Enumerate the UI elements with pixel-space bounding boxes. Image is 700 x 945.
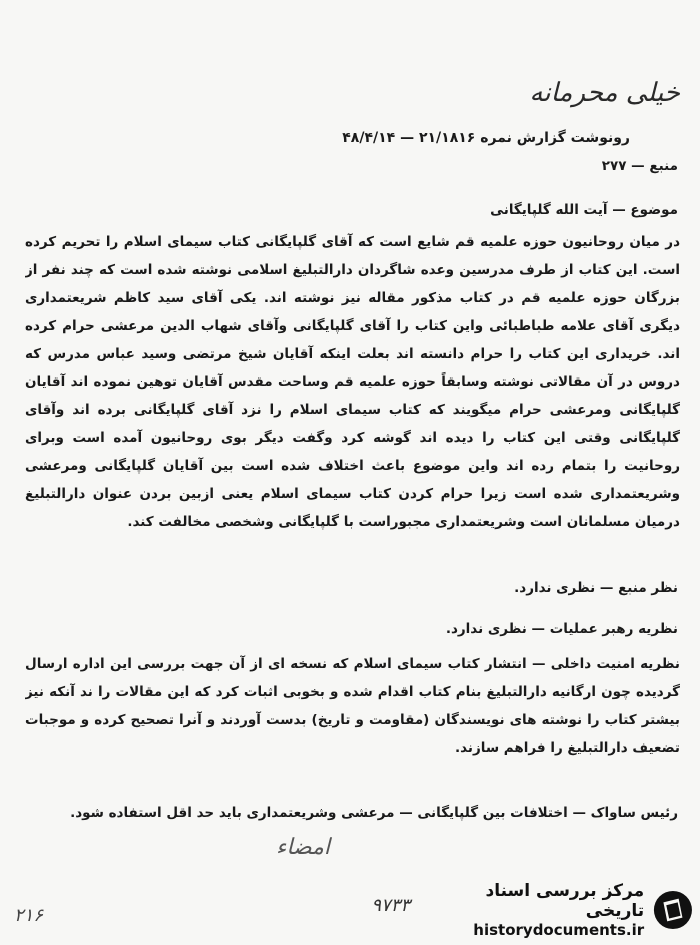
source-line: منبع — ۲۷۷	[601, 158, 678, 174]
closing-line: رئیس ساواک — اختلافات بین گلپایگانی — مرعشی وشریعتمداری باید حد اقل استفاده شود.	[70, 805, 678, 821]
logo-url-text: historydocuments.ir	[473, 921, 645, 939]
body-paragraph-1: در میان روحانیون حوزه علمیه قم شایع است که آقای گلپایگانی کتاب سیمای اسلام را تحریم کرده است. این کتاب از طرف مدرسین وعده شاگردان دارالتبلیغ اسلامی نوشته شده است که چند نفر از بزرگان حوزه علمیه قم در کتاب مذکور مقاله نیز نوشته اند. یکی آقای سید کاظم شریعتمداری دیگری آقای علامه طباطبائی واین کتاب را آقای گلپایگانی وآقای شهاب الدین مرعشی حرام کرده اند. خریداری این کتاب را حرام دانسته اند بعلت اینکه آقایان شیخ مرتضی وسید عباس مدرس که دروس در آن مقالاتی نوشته وسابقاً حوزه علمیه قم وساحت مقدس آقایان توهین نموده اند آقایان گلپایگانی ومرعشی حرام میگویند که کتاب سیمای اسلام را نزد آقای گلپایگانی برده اند وآقای گلپایگانی وقتی این کتاب را دیده اند گوشه کرد وگفت دیگر بوی روحانیون آمده است وبرای روحانیت را بتمام رده اند واین موضوع باعث اختلاف شده است بین آقایان گلپایگانی ومرعشی وشریعتمداری شده است زیرا حرام کردن کتاب سیمای اسلام یعنی ازبین بردن عنوان دارالتبلیغ درمیان مسلمانان است وشریعتمداری مجبوراست با گلپایگانی وشخصی مخالفت کند.	[25, 234, 680, 530]
archive-logo	[432, 880, 694, 940]
signature-1: امضاء	[275, 835, 330, 860]
corner-note: ۲۱۶	[14, 905, 44, 926]
office-opinion: نظریه رهبر عملیات — نظری ندارد.	[445, 621, 678, 637]
handwritten-classification: خیلی محرمانه	[529, 78, 680, 108]
report-reference: رونوشت گزارش نمره ۲۱/۱۸۱۶ — ۴۸/۴/۱۴	[342, 130, 630, 146]
archive-emblem-icon	[652, 888, 694, 932]
subject-line: موضوع — آیت الله گلپایگانی	[490, 202, 678, 218]
logo-persian-text: مرکز بررسی اسناد تاریخی	[485, 881, 645, 921]
body-paragraph-2: نظریه امنیت داخلی — انتشار کتاب سیمای اسلام که نسخه ای از آن جهت بررسی این اداره ارسال گردیده چون ارگانیه دارالتبلیغ بنام کتاب اقدام شده و بخوبی اثبات کرد که این مقالات را ند آنکه نیز بیشتر کتاب را نوشته های نویسندگان (مقاومت و تاریخ) بدست آوردند و آنرا تصحیح کرده و موجبات تضعیف دارالتبلیغ را فراهم سازند.	[25, 656, 680, 756]
source-opinion: نظر منبع — نظری ندارد.	[514, 580, 678, 596]
signature-2: ۹۷۳۳	[371, 895, 410, 916]
